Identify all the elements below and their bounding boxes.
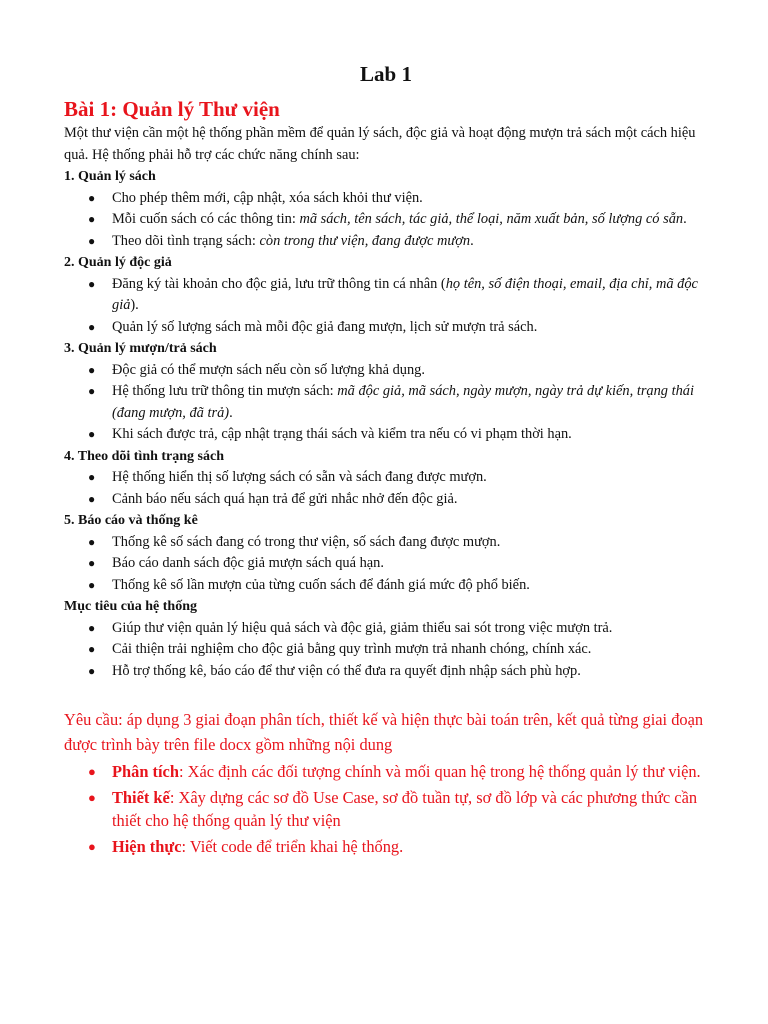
section-reader-management <box>64 252 708 338</box>
bullet-list <box>64 274 708 339</box>
requirement-item-analysis: ● Phân tích: Xác định các đối tượng chính và mối quan hệ trong hệ thống quản lý thư viện. <box>88 762 701 781</box>
list-item: ● Cho phép thêm mới, cập nhật, xóa sách khỏi thư viện. <box>64 188 708 210</box>
section-book-status <box>64 446 708 511</box>
bullet-icon: ● <box>88 276 96 291</box>
section-title: 3. Quản lý mượn/trả sách <box>64 341 217 356</box>
list-item: ● Cải thiện trải nghiệm cho độc giả bằng quy trình mượn trả nhanh chóng, chính xác. <box>64 639 708 661</box>
list-item: ● Quản lý số lượng sách mà mỗi độc giả đang mượn, lịch sử mượn trả sách. <box>64 317 708 339</box>
bullet-icon: ● <box>88 764 96 779</box>
bullet-icon: ● <box>88 577 96 592</box>
bullet-list <box>64 467 708 510</box>
list-item: ● Theo dõi tình trạng sách: còn trong thư viện, đang được mượn. <box>64 231 708 253</box>
list-item: ● Độc giả có thể mượn sách nếu còn số lượng khả dụng. <box>64 360 708 382</box>
list-item: ● Mỗi cuốn sách có các thông tin: mã sách, tên sách, tác giả, thể loại, năm xuất bản, số lượng có sẵn. <box>64 209 708 231</box>
bullet-list <box>64 618 708 683</box>
bullet-icon: ● <box>88 556 96 570</box>
list-item: ● Giúp thư viện quản lý hiệu quả sách và độc giả, giảm thiểu sai sót trong việc mượn trả. <box>64 618 708 640</box>
bullet-icon: ● <box>88 362 96 377</box>
bullet-icon: ● <box>88 534 96 549</box>
section-reports-stats <box>64 510 708 596</box>
list-item: ● Đăng ký tài khoản cho độc giả, lưu trữ thông tin cá nhân (họ tên, số điện thoại, email, địa chỉ, mã độc giả). <box>88 275 698 313</box>
doc-title: Lab 1 <box>360 62 412 86</box>
bullet-icon: ● <box>88 233 96 248</box>
section-title: 1. Quản lý sách <box>64 169 156 184</box>
bullet-icon: ● <box>88 470 96 484</box>
bullet-list <box>64 188 708 253</box>
list-item: ● Khi sách được trả, cập nhật trạng thái sách và kiểm tra nếu có vi phạm thời hạn. <box>64 424 708 446</box>
requirement-term: Hiện thực <box>112 837 182 856</box>
bullet-icon: ● <box>88 212 96 226</box>
exercise-heading: Bài 1: Quản lý Thư viện <box>64 97 280 121</box>
requirement-item-implementation: ● Hiện thực: Viết code để triển khai hệ thống. <box>88 837 404 856</box>
list-item: ● Hỗ trợ thống kê, báo cáo để thư viện có thể đưa ra quyết định nhập sách phù hợp. <box>64 661 708 683</box>
section-book-management <box>64 166 708 252</box>
bullet-icon: ● <box>88 491 96 506</box>
section-title: 2. Quản lý độc giả <box>64 255 172 270</box>
section-borrow-return <box>64 338 708 446</box>
list-item: ● Báo cáo danh sách độc giả mượn sách quá hạn. <box>64 553 708 575</box>
bullet-icon: ● <box>88 190 96 205</box>
bullet-icon: ● <box>88 384 96 398</box>
intro-paragraph: Một thư viện cần một hệ thống phần mềm để quản lý sách, độc giả và hoạt động mượn trả sách một cách hiệu quả. Hệ thống phải hỗ trợ các chức năng chính sau: <box>64 125 696 163</box>
bullet-list <box>64 360 708 446</box>
list-item: ● Cảnh báo nếu sách quá hạn trả để gửi nhắc nhở đến độc giả. <box>64 489 708 511</box>
bullet-list <box>64 532 708 597</box>
bullet-icon: ● <box>88 620 96 635</box>
list-item: ● Hệ thống hiển thị số lượng sách có sẵn và sách đang được mượn. <box>64 467 708 489</box>
requirement-term: Thiết kế <box>112 788 170 807</box>
list-item: ● Thống kê số lần mượn của từng cuốn sách để đánh giá mức độ phổ biến. <box>64 575 708 597</box>
bullet-icon: ● <box>88 790 96 805</box>
bullet-icon: ● <box>88 839 96 854</box>
bullet-icon: ● <box>88 642 96 656</box>
bullet-icon: ● <box>88 663 96 678</box>
list-item: ● Hệ thống lưu trữ thông tin mượn sách: mã độc giả, mã sách, ngày mượn, ngày trả dự kiến, trạng thái (đang mượn, đã trả). <box>88 383 694 421</box>
requirement-item-design: ● Thiết kế: Xây dựng các sơ đồ Use Case, sơ đồ tuần tự, sơ đồ lớp và các phương thức cần thiết cho hệ thống quản lý thư viện <box>88 788 698 830</box>
requirement-list <box>64 760 708 858</box>
bullet-icon: ● <box>88 319 96 334</box>
section-title: 5. Báo cáo và thống kê <box>64 513 198 528</box>
section-title: 4. Theo dõi tình trạng sách <box>64 448 224 464</box>
list-item: ● Thống kê số sách đang có trong thư viện, số sách đang được mượn. <box>64 532 708 554</box>
section-title: Mục tiêu của hệ thống <box>64 599 197 614</box>
requirement-paragraph: Yêu cầu: áp dụng 3 giai đoạn phân tích, thiết kế và hiện thực bài toán trên, kết quả từng giai đoạn được trình bày trên file docx gồm những nội dung <box>64 710 704 754</box>
requirement-term: Phân tích <box>112 762 179 781</box>
bullet-icon: ● <box>88 427 96 441</box>
section-system-goals <box>64 596 708 682</box>
